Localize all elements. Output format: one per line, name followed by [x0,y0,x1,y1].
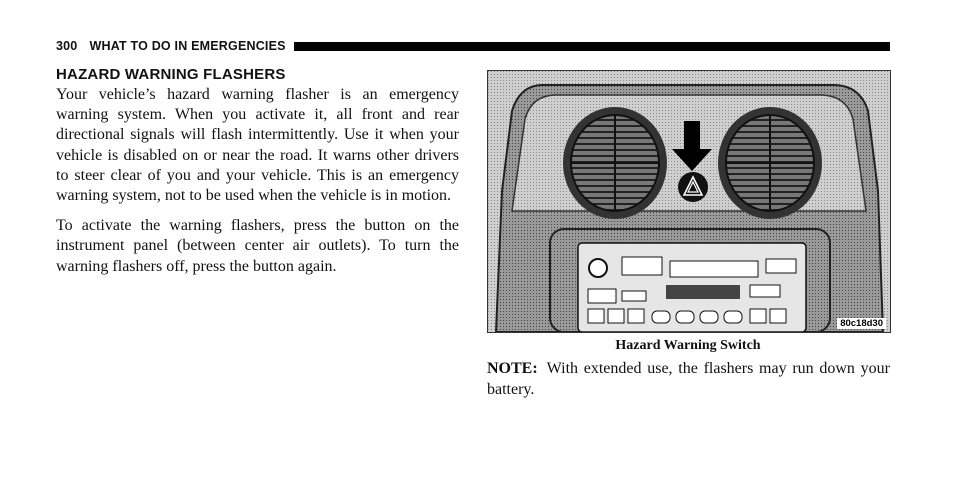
figure-caption: Hazard Warning Switch [615,338,761,353]
radio-unit-illustration [578,243,806,332]
right-air-vent [718,107,822,219]
paragraph-intro: Your vehicle’s hazard warning flasher is an emergency warning system. When you activate it, all front and rear directional signals will flash intermittently. Use it when your vehicle is disabled on or near the road. It warns other drivers to steer clear of you and your vehicle. This is an emergency warning system, not to be used when the vehicle is in motion. [56,86,459,205]
note-block [487,358,890,400]
left-air-vent [563,107,667,219]
hazard-button-icon [678,172,708,202]
note-label: NOTE: [487,360,538,377]
section-heading: HAZARD WARNING FLASHERS [56,66,286,83]
paragraph-activation: To activate the warning flashers, press the button on the instrument panel (between center air outlets). To turn the warning flashers off, press the button again. [56,217,459,275]
note-text: With extended use, the flashers may run down your battery. [487,360,890,398]
header-rule [294,42,890,51]
page-number: 300 [56,39,78,53]
section-title: WHAT TO DO IN EMERGENCIES [89,39,286,53]
main-text-column [56,66,459,277]
page-header [56,38,890,54]
hazard-switch-figure [487,70,891,333]
dashboard-illustration [488,71,890,332]
figure-code: 80c18d30 [837,318,886,329]
